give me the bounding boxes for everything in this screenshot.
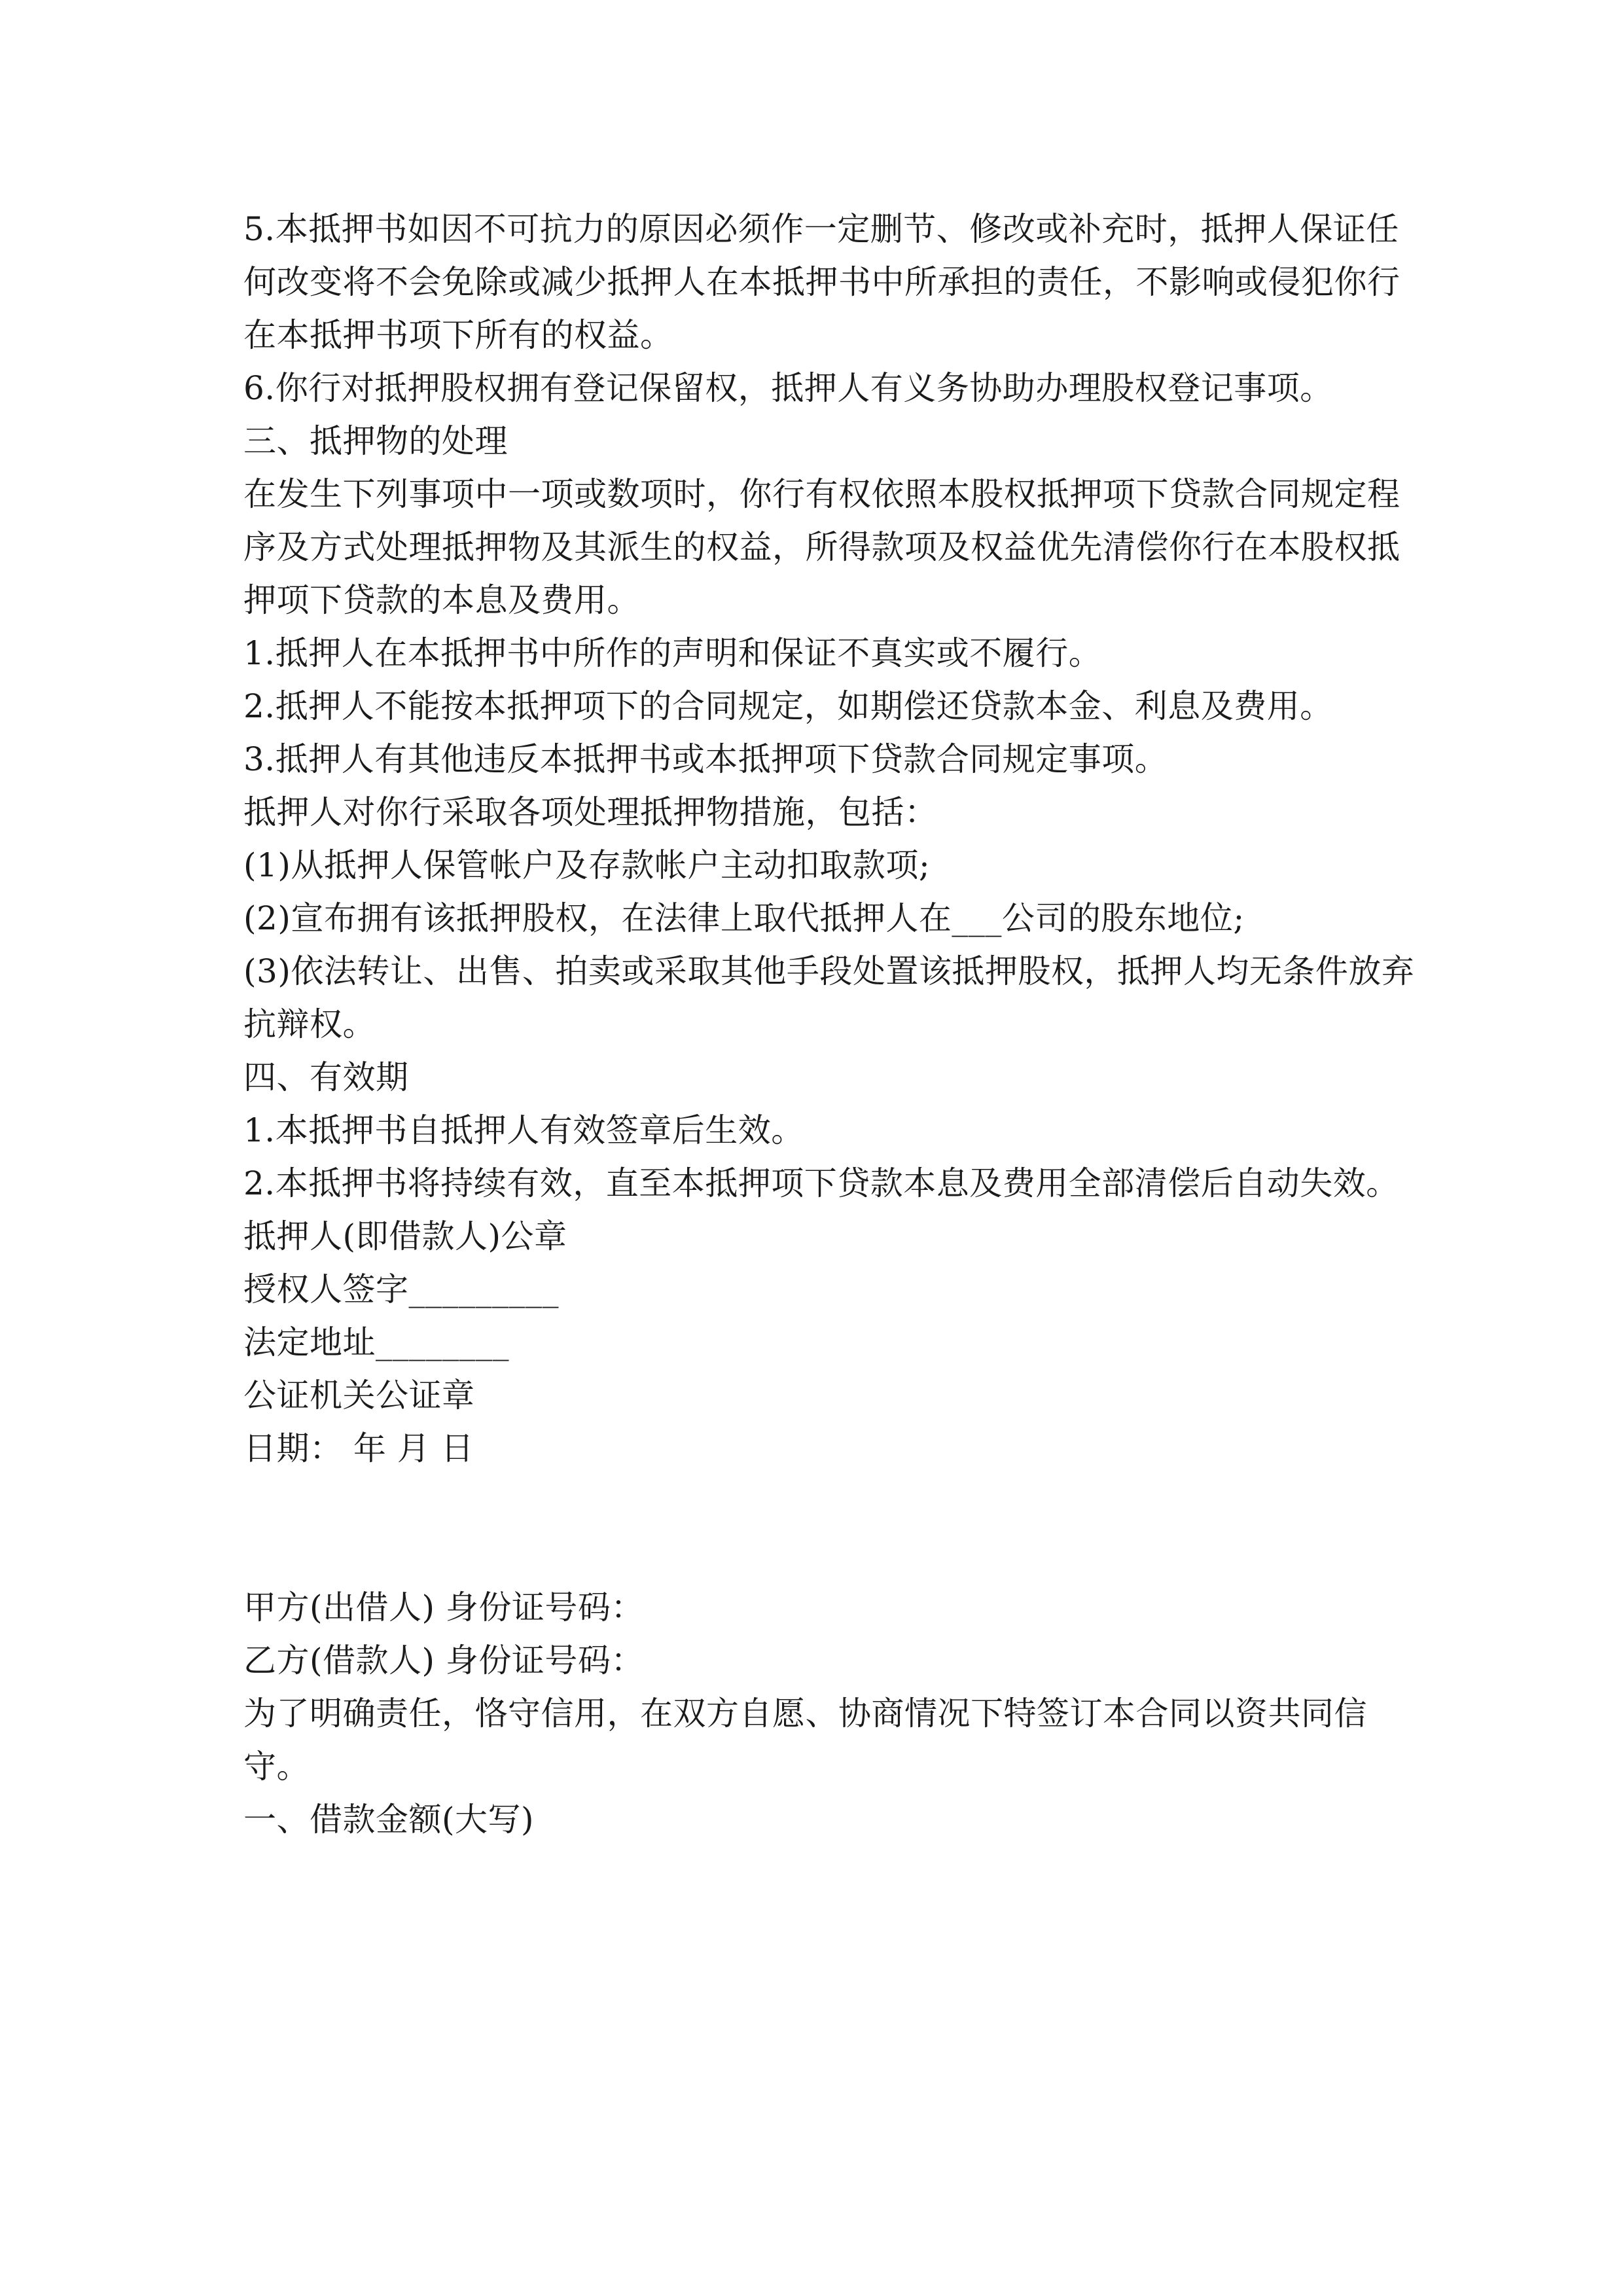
list-item-2: 2.抵押人不能按本抵押项下的合同规定，如期偿还贷款本金、利息及费用。 (243, 687, 1333, 725)
validity-item-1: 1.本抵押书自抵押人有效签章后生效。 (243, 1111, 804, 1149)
address-line: 法定地址________ (243, 1323, 509, 1361)
measure-item-2: (2)宣布拥有该抵押股权，在法律上取代抵押人在___公司的股东地位; (243, 899, 1245, 937)
section-heading-3: 三、抵押物的处理 (243, 422, 508, 460)
validity-item-2: 2.本抵押书将持续有效，直至本抵押项下贷款本息及费用全部清偿后自动失效。 (243, 1164, 1399, 1202)
measure-item-1: (1)从抵押人保管帐户及存款帐户主动扣取款项; (243, 846, 931, 884)
paragraph-clause-5: 5.本抵押书如因不可抗力的原因必须作一定删节、修改或补充时，抵押人保证任何改变将不会免除或减少抵押人在本抵押书中所承担的责任，不影响或侵犯你行在本抵押书项下所有的权益。 (243, 210, 1400, 354)
party-a-line: 甲方(出借人) 身份证号码： (243, 1588, 644, 1626)
party-b-line: 乙方(借款人) 身份证号码： (243, 1641, 644, 1679)
paragraph-clause-6: 6.你行对抵押股权拥有登记保留权，抵押人有义务协助办理股权登记事项。 (243, 369, 1333, 407)
document-body (243, 203, 1415, 1846)
paragraph-intro: 在发生下列事项中一项或数项时，你行有权依照本股权抵押项下贷款合同规定程序及方式处理抵押物及其派生的权益，所得款项及权益优先清偿你行在本股权抵押项下贷款的本息及费用。 (243, 475, 1400, 619)
date-line: 日期： 年 月 日 (243, 1429, 474, 1467)
section-heading-4: 四、有效期 (243, 1058, 409, 1096)
list-item-3: 3.抵押人有其他违反本抵押书或本抵押项下贷款合同规定事项。 (243, 740, 1168, 778)
seal-line: 抵押人(即借款人)公章 (243, 1217, 567, 1255)
section-gap (243, 1475, 1415, 1581)
loan-amount-heading: 一、借款金额(大写) (243, 1801, 535, 1839)
agreement-intro: 为了明确责任，恪守信用，在双方自愿、协商情况下特签订本合同以资共同信守。 (243, 1695, 1367, 1785)
paragraph-measures: 抵押人对你行采取各项处理抵押物措施，包括： (243, 793, 938, 831)
signature-line: 授权人签字_________ (243, 1270, 559, 1308)
measure-item-3: (3)依法转让、出售、拍卖或采取其他手段处置该抵押股权，抵押人均无条件放弃抗辩权。 (243, 952, 1415, 1043)
notary-seal-line: 公证机关公证章 (243, 1376, 475, 1414)
list-item-1: 1.抵押人在本抵押书中所作的声明和保证不真实或不履行。 (243, 634, 1102, 672)
